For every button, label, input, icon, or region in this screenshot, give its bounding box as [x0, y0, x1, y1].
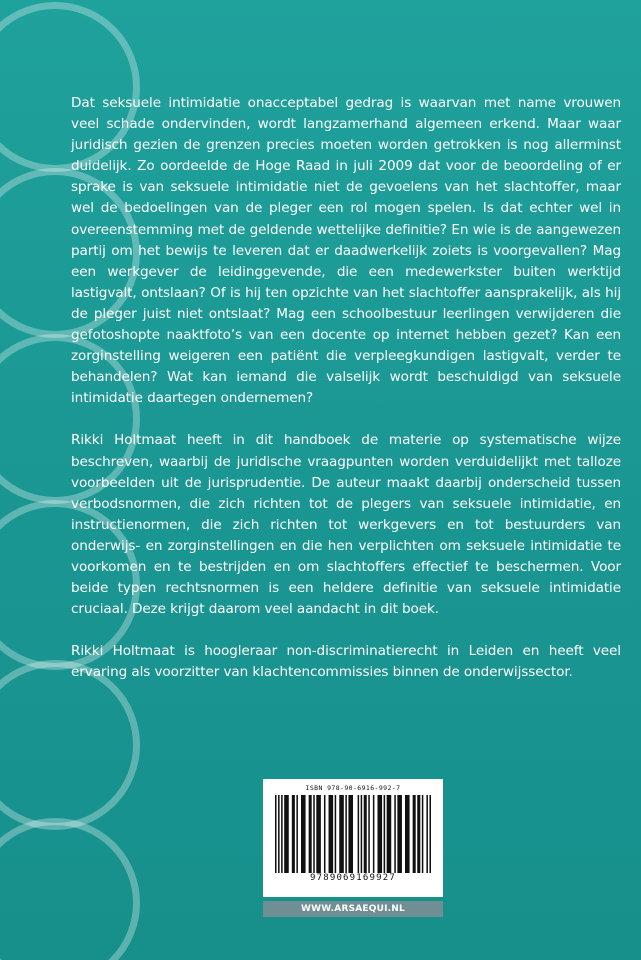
barcode-bar [316, 795, 321, 873]
publisher-url: WWW.ARSAEQUI.NL [263, 901, 443, 917]
barcode-bar [324, 795, 326, 873]
barcode-bar [397, 795, 402, 873]
barcode-bar [413, 795, 416, 873]
barcode-image [273, 795, 433, 873]
barcode-bar [309, 795, 312, 873]
barcode-bar [281, 795, 283, 873]
barcode-bar [358, 795, 360, 873]
barcode-bar [284, 795, 289, 873]
barcode-bar [339, 795, 344, 873]
barcode-bar [329, 795, 334, 873]
barcode-bar [348, 795, 353, 873]
barcode-bar [296, 795, 298, 873]
isbn-text: ISBN 978-90-6916-992-7 [305, 784, 401, 792]
barcode-label [263, 779, 443, 897]
barcode-bar [377, 795, 382, 873]
blurb-paragraph-author: Rikki Holtmaat is hoogleraar non-discriminatierecht in Leiden en heeft veel ervaring als voorzitter van klachtencommissies binnen de onderwijssector. [71, 643, 621, 681]
barcode-bar [405, 795, 410, 873]
blurb-paragraph-intro: Dat seksuele intimidatie onacceptabel gedrag is waarvan met name vrouwen veel schade ondervinden, wordt langzamerhand algemeen erkend. Maar waar juridisch gezien de grenzen precies moeten worden getrokken is nog allerminst duidelijk. Zo oordeelde de Hoge Raad in juli 2009 dat voor de beoordeling of er sprake is van seksuele intimidatie niet de gevoelens van het slachtoffer, maar wel de bedoelingen van de pleger een rol mogen spelen. Is dat echter wel in overeenstemming met de geldende wettelijke definitie? En wie is de aangewezen partij om het bewijs te leveren dat er daadwerkelijk zoiets is voorgevallen? Mag een werkgever de leidinggevende, die een medewerkster buiten werktijd lastigvalt, ontslaan? Of is hij ten opzichte van het slachtoffer aansprakelijk, als hij de pleger juist niet ontslaat? Mag een schoolbestuur leerlingen verwijderen die gefotoshopte naaktfoto’s van een docente op internet hebben gezet? Kan een zorginstelling weigeren een patiënt die verpleegkundigen lastigvalt, verder te behandelen? Wat kan iemand die valselijk wordt beschuldigd van seksuele intimidatie daartegen ondernemen? [71, 95, 621, 407]
barcode-bar [278, 795, 280, 873]
blurb-text [71, 93, 621, 704]
barcode-bar [335, 795, 337, 873]
barcode-bar [422, 795, 424, 873]
barcode-digits: 9789069169927 [309, 873, 397, 883]
barcode-bar [373, 795, 375, 873]
barcode-bar [417, 795, 420, 873]
barcode-bar [368, 795, 370, 873]
barcode-bar [313, 795, 315, 873]
barcode-bar [429, 795, 431, 873]
barcode-bar [345, 795, 347, 873]
barcode-bar [292, 795, 295, 873]
decorative-ring [0, 818, 140, 960]
barcode-bar [394, 795, 396, 873]
barcode-bar [275, 795, 277, 873]
barcode-bar [364, 795, 367, 873]
barcode-bar [361, 795, 363, 873]
barcode-bar [426, 795, 428, 873]
barcode-bar [301, 795, 306, 873]
barcode-bar [387, 795, 392, 873]
barcode-bar [384, 795, 386, 873]
blurb-paragraph-book: Rikki Holtmaat heeft in dit handboek de materie op systematische wijze beschreven, waarbij de juridische vraagpunten worden verduidelijkt met talloze voorbeelden uit de jurisprudentie. De auteur maakt daarbij onderscheid tussen verbodsnormen, die zich richten tot de plegers van seksuele intimidatie, en instructienormen, die zich richten tot werkgevers en tot bestuurders van onderwijs- en zorginstellingen en die hen verplichten om seksuele intimidatie te voorkomen en te bestrijden en om slachtoffers effectief te beschermen. Voor beide typen rechtsnormen is een heldere definitie van seksuele intimidatie cruciaal. Deze krijgt daarom veel aandacht in dit boek. [71, 432, 621, 618]
